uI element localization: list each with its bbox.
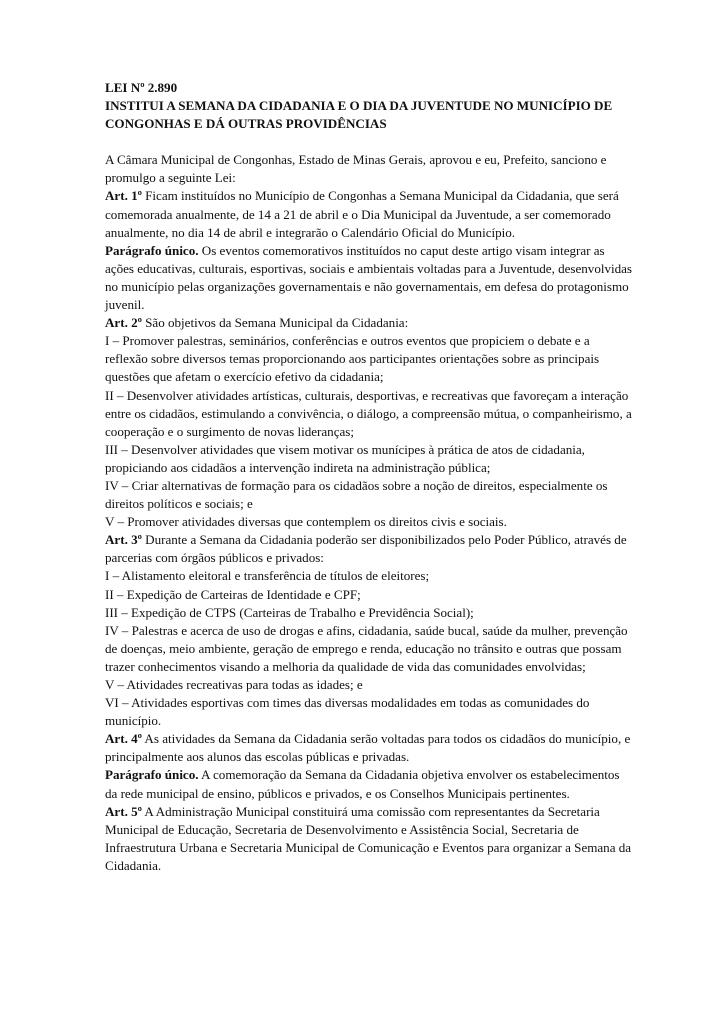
article-5-label: Art. 5º — [105, 803, 142, 819]
article-1-text: Ficam instituídos no Município de Congonhas a Semana Municipal da Cidadania, que será comemorada anualmente, de 14 a 21 de abril e o Dia Municipal da Juventude, a ser comemorado anualmente, no dia 14 de abril e integrarão o Calendário Oficial do Município. — [105, 188, 619, 240]
article-3 — [105, 531, 635, 567]
article-3-item: VI – Atividades esportivas com times das diversas modalidades em todas as comunidades do município. — [105, 695, 590, 729]
article-1-paragraph-label: Parágrafo único. — [105, 242, 199, 258]
article-2-label: Art. 2º — [105, 315, 142, 331]
article-2-item: V – Promover atividades diversas que contemplem os direitos civis e sociais. — [105, 514, 507, 530]
article-4-paragraph-label: Parágrafo único. — [105, 767, 199, 783]
article-3-item: II – Expedição de Carteiras de Identidade e CPF; — [105, 586, 361, 602]
article-3-label: Art. 3º — [105, 532, 142, 548]
law-number: LEI Nº 2.890 — [105, 80, 178, 95]
document-page — [105, 79, 635, 875]
article-2-item: IV – Criar alternativas de formação para os cidadãos sobre a noção de direitos, especialmente os direitos políticos e sociais; e — [105, 477, 608, 512]
article-2-item: II – Desenvolver atividades artísticas, culturais, desportivas, e recreativas que favoreçam a interação entre os cidadãos, estimulando a convivência, o diálogo, a compreensão mútua, o companheirismo, a cooperação e o surgimento de novas lideranças; — [105, 387, 632, 439]
article-3-item: IV – Palestras e acerca de uso de drogas e afins, cidadania, saúde bucal, saúde da mulher, prevenção de doenças, meio ambiente, geração de emprego e renda, educação no trânsito e outras que possam trazer conhecimentos visando a melhoria da qualidade de vida das comunidades envolvidas; — [105, 622, 628, 674]
preamble: A Câmara Municipal de Congonhas, Estado de Minas Gerais, aprovou e eu, Prefeito, sanciono e promulgo a seguinte Lei: — [105, 152, 607, 186]
article-4 — [105, 730, 635, 766]
article-3-item: III – Expedição de CTPS (Carteiras de Trabalho e Previdência Social); — [105, 604, 474, 620]
article-2 — [105, 314, 635, 332]
article-4-paragraph-text: A comemoração da Semana da Cidadania objetiva envolver os estabelecimentos da rede municipal de ensino, públicos e privados, e os Conselhos Municipais pertinentes. — [105, 767, 620, 801]
article-3-item: I – Alistamento eleitoral e transferência de títulos de eleitores; — [105, 568, 430, 584]
article-4-label: Art. 4º — [105, 731, 142, 747]
article-4-text: As atividades da Semana da Cidadania serão voltadas para todos os cidadãos do município, e principalmente aos alunos das escolas públicas e privadas. — [105, 731, 631, 765]
article-1-label: Art. 1º — [105, 188, 142, 204]
article-3-item: V – Atividades recreativas para todas as idades; e — [105, 677, 363, 692]
article-2-text: São objetivos da Semana Municipal da Cidadania: — [141, 315, 409, 331]
article-1 — [105, 187, 635, 241]
article-3-text: Durante a Semana da Cidadania poderão ser disponibilizados pelo Poder Público, através de parcerias com órgãos públicos e privados: — [105, 532, 627, 566]
article-4-paragraph — [105, 766, 635, 802]
article-5-text: A Administração Municipal constituirá uma comissão com representantes da Secretaria Municipal de Educação, Secretaria de Desenvolvimento e Assistência Social, Secretaria de Infraestrutura Urbana e Secretaria Municipal de Comunicação e Eventos para organizar a Semana da Cidadania. — [105, 803, 632, 873]
article-1-paragraph-text: Os eventos comemorativos instituídos no caput deste artigo visam integrar as ações educativas, culturais, esportivas, sociais e ambientais voltadas para a Juventude, desenvolvidas no município pelas organizações governamentais e não governamentais, em defesa do protagonismo juvenil. — [105, 242, 632, 313]
article-2-item: I – Promover palestras, seminários, conferências e outros eventos que propiciem o debate e a reflexão sobre diversos temas proporcionando aos participantes orientações sobre as principais questões que afetam o exercício efetivo da cidadania; — [105, 333, 600, 385]
law-title: INSTITUI A SEMANA DA CIDADANIA E O DIA DA JUVENTUDE NO MUNICÍPIO DE CONGONHAS E DÁ OUTRAS PROVIDÊNCIAS — [105, 98, 613, 132]
article-1-paragraph — [105, 242, 635, 314]
article-2-item: III – Desenvolver atividades que visem motivar os munícipes à prática de atos de cidadania, propiciando aos cidadãos a intervenção indireta na administração pública; — [105, 441, 585, 475]
spacer — [105, 133, 635, 151]
article-5 — [105, 803, 635, 875]
